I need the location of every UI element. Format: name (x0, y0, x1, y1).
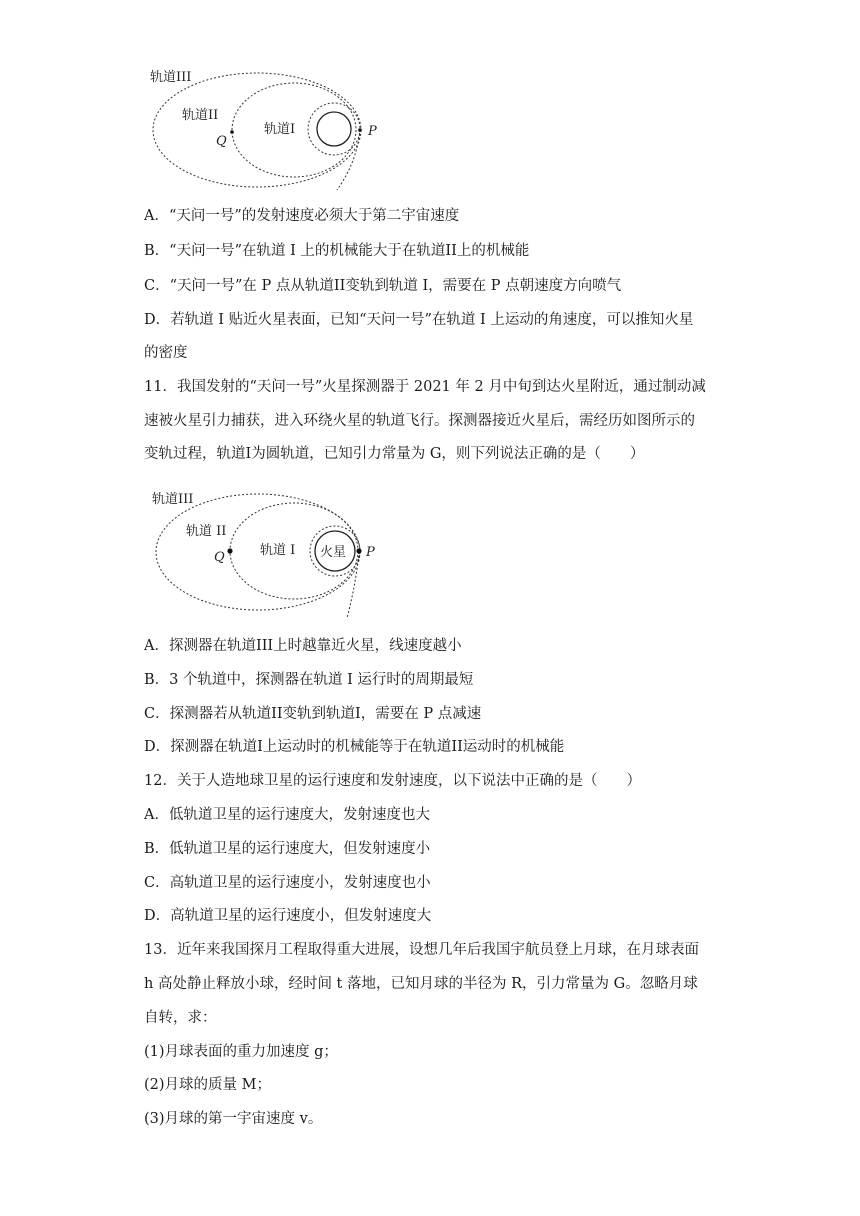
orbit-1-circle (308, 103, 360, 155)
orbit-figure-top (144, 62, 394, 198)
label-orbit-2: 轨道II (182, 108, 219, 123)
label-orbit-1: 轨道I (264, 122, 296, 137)
q11-stem-line2: 速被火星引力捕获，进入环绕火星的轨道飞行。探测器接近火星后，需经历如图所示的 (144, 413, 695, 429)
label-q: Q (214, 550, 225, 565)
point-q-dot (230, 130, 234, 134)
label-mars: 火星 (320, 545, 347, 560)
q10-option-a: A．“天问一号”的发射速度必须大于第二宇宙速度 (144, 208, 460, 224)
label-orbit-3: 轨道III (152, 492, 194, 507)
point-p-dot (356, 548, 361, 553)
label-orbit-3: 轨道III (150, 70, 192, 85)
point-q-dot (227, 548, 232, 553)
q13-stem-line1: 13．近年来我国探月工程取得重大进展，设想几年后我国宇航员登上月球，在月球表面 (144, 942, 699, 958)
q10-option-d-line1: D．若轨道 I 贴近火星表面，已知“天问一号”在轨道 I 上运动的角速度，可以推知火星 (144, 312, 694, 328)
q13-subquestion-1: (1)月球表面的重力加速度 g； (144, 1044, 338, 1060)
q13-stem-line3: 自转，求： (144, 1010, 217, 1026)
q10-option-d-line2: 的密度 (144, 345, 188, 361)
label-p: P (368, 124, 377, 139)
q11-option-a: A．探测器在轨道III上时越靠近火星，线速度越小 (144, 638, 462, 654)
mars-circle (317, 112, 351, 146)
q12-option-a: A．低轨道卫星的运行速度大，发射速度也大 (144, 807, 430, 823)
q13-subquestion-2: (2)月球的质量 M； (144, 1077, 271, 1093)
q12-option-b: B．低轨道卫星的运行速度大，但发射速度小 (144, 841, 431, 857)
label-orbit-1: 轨道 I (260, 543, 296, 558)
q12-option-d: D．高轨道卫星的运行速度小，但发射速度大 (144, 908, 432, 924)
point-p-dot (358, 128, 362, 132)
orbit-3-ellipse (153, 73, 361, 187)
q11-option-d: D．探测器在轨道I上运动时的机械能等于在轨道II运动时的机械能 (144, 739, 565, 755)
label-p: P (366, 545, 375, 560)
q11-option-c: C．探测器若从轨道II变轨到轨道I，需要在 P 点减速 (144, 706, 482, 722)
q11-stem-line3: 变轨过程，轨道I为圆轨道，已知引力常量为 G，则下列说法正确的是（ ） (144, 446, 645, 462)
q12-stem: 12．关于人造地球卫星的运行速度和发射速度，以下说法中正确的是（ ） (144, 773, 641, 789)
label-q: Q (216, 134, 227, 149)
q10-option-b: B．“天问一号”在轨道 I 上的机械能大于在轨道II上的机械能 (144, 243, 530, 259)
q11-option-b: B．3 个轨道中，探测器在轨道 I 运行时的周期最短 (144, 672, 474, 688)
approach-trajectory (347, 552, 359, 618)
q12-option-c: C．高轨道卫星的运行速度小，发射速度也小 (144, 875, 431, 891)
q13-subquestion-3: (3)月球的第一宇宙速度 v。 (144, 1111, 323, 1127)
q10-option-c: C．“天问一号”在 P 点从轨道II变轨到轨道 I，需要在 P 点朝速度方向喷气 (144, 278, 622, 294)
orbit-figure-q11 (144, 484, 394, 620)
q11-stem-line1: 11．我国发射的“天问一号”火星探测器于 2021 年 2 月中旬到达火星附近，通过制动减 (144, 379, 706, 395)
q13-stem-line2: h 高处静止释放小球，经时间 t 落地，已知月球的半径为 R，引力常量为 G。忽略月球 (144, 976, 698, 992)
label-orbit-2: 轨道 II (186, 524, 227, 539)
